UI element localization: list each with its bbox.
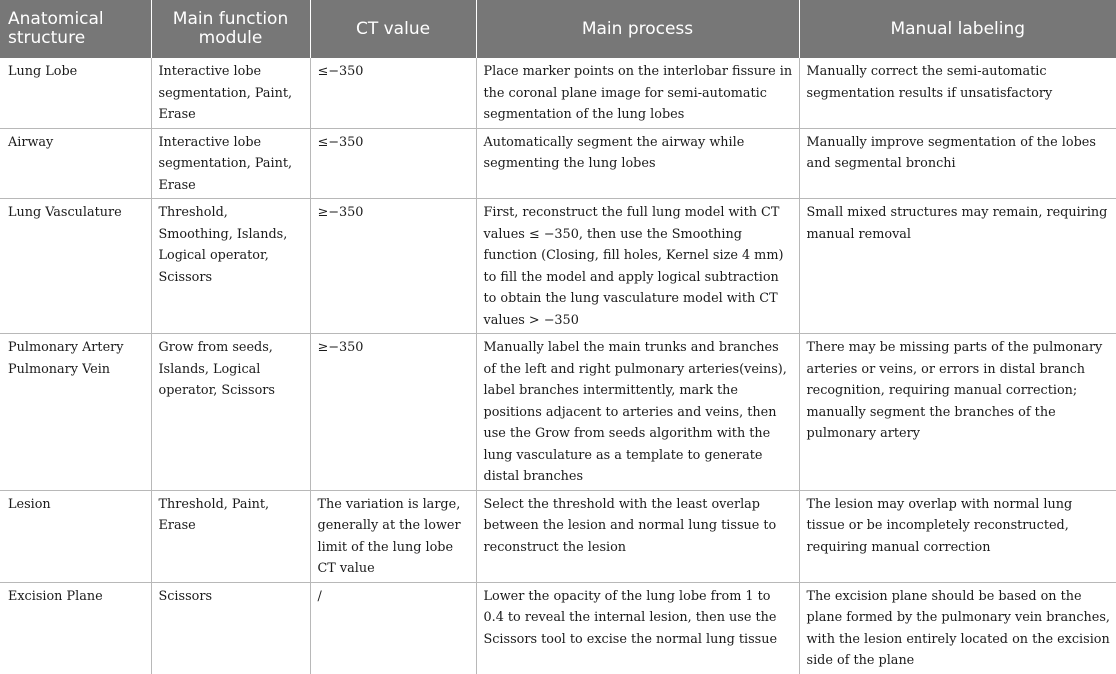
cell-labeling: Small mixed structures may remain, requiring manual removal — [799, 199, 1116, 334]
cell-structure: Airway — [0, 128, 151, 199]
cell-process: Automatically segment the airway while segmenting the lung lobes — [476, 128, 799, 199]
cell-ct-value: The variation is large, generally at the lower limit of the lung lobe CT value — [310, 490, 476, 582]
cell-labeling: Manually correct the semi-automatic segmentation results if unsatisfactory — [799, 58, 1116, 128]
cell-structure: Pulmonary Artery Pulmonary Vein — [0, 334, 151, 491]
cell-ct-value: ≤−350 — [310, 58, 476, 128]
cell-process: Select the threshold with the least overlap between the lesion and normal lung tissue to reconstruct the lesion — [476, 490, 799, 582]
table-row — [0, 128, 1116, 199]
cell-module: Scissors — [151, 582, 310, 674]
cell-process: Place marker points on the interlobar fissure in the coronal plane image for semi-automatic segmentation of the lung lobes — [476, 58, 799, 128]
cell-ct-value: ≥−350 — [310, 334, 476, 491]
cell-labeling: Manually improve segmentation of the lobes and segmental bronchi — [799, 128, 1116, 199]
header-main-process: Main process — [476, 0, 799, 58]
cell-structure: Lung Vasculature — [0, 199, 151, 334]
table-row — [0, 199, 1116, 334]
cell-labeling: The excision plane should be based on the plane formed by the pulmonary vein branches, with the lesion entirely located on the excision side of the plane — [806, 588, 1110, 668]
cell-structure: Lung Lobe — [0, 58, 151, 128]
table-row — [0, 334, 1116, 491]
cell-labeling: There may be missing parts of the pulmonary arteries or veins, or errors in distal branch recognition, requiring manual correction; manually segment the branches of the pulmonary artery — [799, 334, 1116, 491]
table-row — [0, 490, 1116, 582]
cell-process: Manually label the main trunks and branches of the left and right pulmonary arteries(veins), label branches intermittently, mark the positions adjacent to arteries and veins, then use the Grow from seeds algorithm with the lung vasculature as a template to generate distal branches — [476, 334, 799, 491]
cell-structure: Excision Plane — [0, 582, 151, 674]
table-row — [0, 58, 1116, 128]
cell-process: First, reconstruct the full lung model with CT values ≤ −350, then use the Smoothing function (Closing, fill holes, Kernel size 4 mm) to fill the model and apply logical subtraction to obtain the lung vasculature model with CT values > −350 — [476, 199, 799, 334]
table-header-row — [0, 0, 1116, 58]
cell-module: Threshold, Smoothing, Islands, Logical operator, Scissors — [151, 199, 310, 334]
header-main-function-module: Main function module — [151, 0, 310, 58]
cell-module: Interactive lobe segmentation, Paint, Erase — [151, 128, 310, 199]
cell-module: Grow from seeds, Islands, Logical operator, Scissors — [151, 334, 310, 491]
cell-labeling: The lesion may overlap with normal lung tissue or be incompletely reconstructed, requiring manual correction — [799, 490, 1116, 582]
cell-ct-value: ≥−350 — [310, 199, 476, 334]
cell-module: Interactive lobe segmentation, Paint, Erase — [151, 58, 310, 128]
header-anatomical-structure: Anatomical structure — [0, 0, 151, 58]
cell-module: Threshold, Paint, Erase — [151, 490, 310, 582]
header-ct-value: CT value — [310, 0, 476, 58]
cell-ct-value: / — [310, 582, 476, 674]
header-manual-labeling: Manual labeling — [799, 0, 1116, 58]
cell-process: Lower the opacity of the lung lobe from 1 to 0.4 to reveal the internal lesion, then use the Scissors tool to excise the normal lung tissue — [476, 582, 799, 674]
cell-ct-value: ≤−350 — [310, 128, 476, 199]
table-row — [0, 582, 1116, 674]
cell-structure: Lesion — [0, 490, 151, 582]
